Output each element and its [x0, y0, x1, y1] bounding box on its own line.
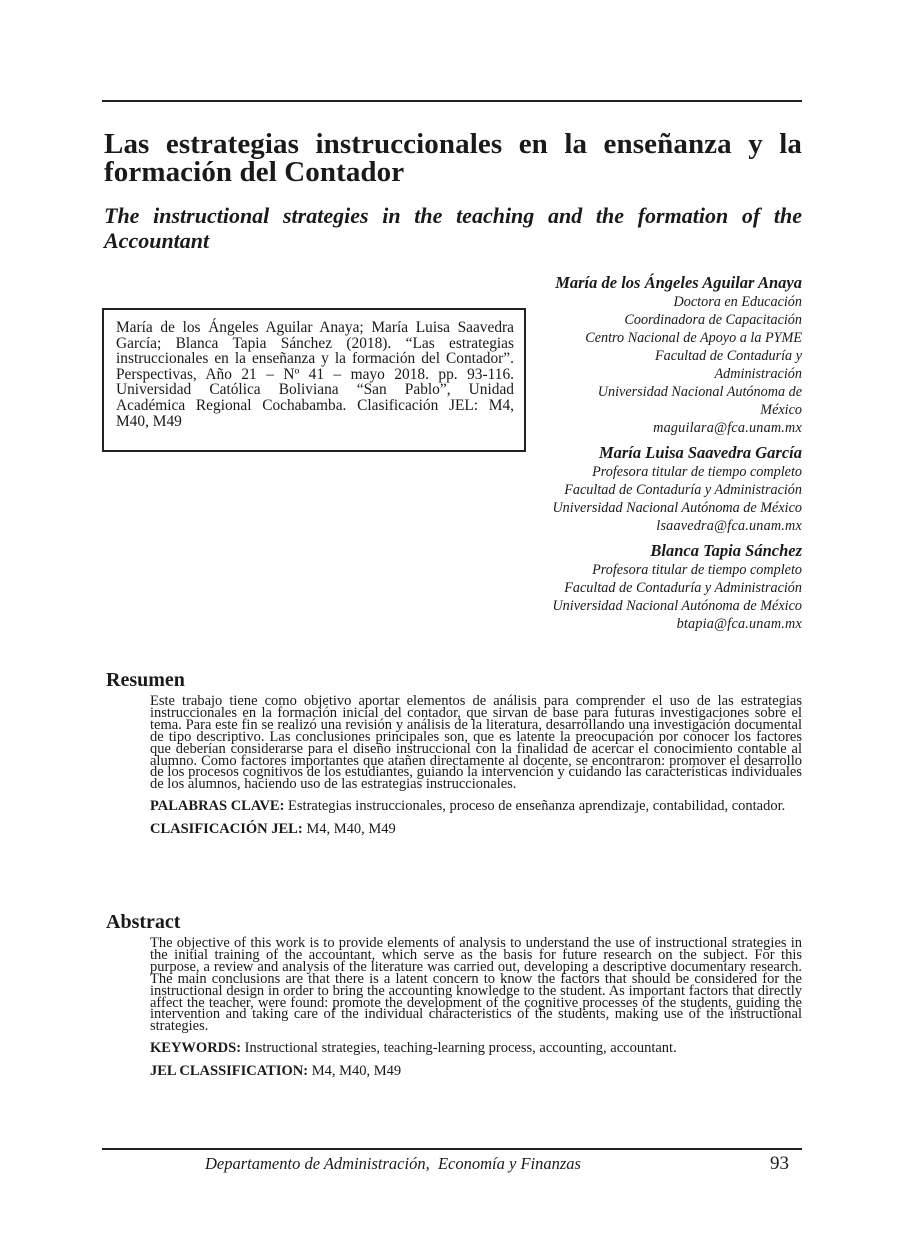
- author-name: Blanca Tapia Sánchez: [650, 541, 802, 560]
- footer-department: Departamento de Administración, Economía y Finanzas: [205, 1154, 581, 1173]
- author-name: María de los Ángeles Aguilar Anaya: [555, 273, 802, 292]
- author-block: [472, 273, 802, 437]
- author-affiliation: Administración: [714, 366, 802, 382]
- jel-value: M4, M40, M49: [306, 820, 396, 837]
- abstract-text: The objective of this work is to provide elements of analysis to understand the use of instructional strategies in the initial training of the accountant, which serve as the basis for future research on the subject. For this purpose, a review and analysis of the literature was carried out, developing a descriptive documentary research. The main conclusions are that there is a latent concern to know the factors that should be considered for the instructional design in order to bring the accounting knowledge to the student. As important factors that directly affect the teacher, were found: promote the development of the cognitive processes of the students, guiding the intervention and taking care of the individual characteristics of the students, making use of the instructional strategies.: [150, 935, 802, 1035]
- author-email: btapia@fca.unam.mx: [676, 616, 802, 632]
- author-affiliation: Facultad de Contaduría y: [655, 348, 802, 364]
- resumen-jel: [150, 822, 802, 837]
- resumen-keywords: [150, 799, 802, 814]
- author-affiliation: Facultad de Contaduría y Administración: [564, 580, 802, 596]
- abstract-section: [150, 935, 802, 1079]
- article-title: Las estrategias instruccionales en la enseñanza y la formación del Contador: [104, 128, 802, 188]
- keywords-value: Estrategias instruccionales, proceso de enseñanza aprendizaje, contabilidad, contador.: [288, 798, 786, 815]
- author-list: [472, 273, 802, 639]
- article-subtitle-english: The instructional strategies in the teaching and the formation of the Accountant: [104, 203, 802, 253]
- resumen-heading: Resumen: [106, 669, 185, 691]
- author-email: lsaavedra@fca.unam.mx: [656, 518, 802, 534]
- abstract-keywords: [150, 1041, 802, 1056]
- page-number: 93: [770, 1153, 789, 1174]
- author-affiliation: Facultad de Contaduría y Administración: [564, 482, 802, 498]
- abstract-jel: [150, 1064, 802, 1079]
- author-affiliation: Coordinadora de Capacitación: [624, 312, 802, 328]
- author-affiliation: Centro Nacional de Apoyo a la PYME: [585, 330, 802, 346]
- keywords-value: Instructional strategies, teaching-learning process, accounting, accountant.: [244, 1040, 677, 1057]
- author-affiliation: Profesora titular de tiempo completo: [592, 464, 802, 480]
- jel-label: CLASIFICACIÓN JEL:: [150, 820, 303, 837]
- resumen-text: Este trabajo tiene como objetivo aportar elementos de análisis para comprender el uso de las estrategias instruccionales en la formación inicial del contador, que sirvan de base para futuras investigaciones sobre el tema. Para este fin se realizó una revisión y análisis de la literatura, desarrollando una investigación documental de tipo descriptivo. Las conclusiones principales son, que es latente la preocupación por conocer los factores que deberían considerarse para el diseño instruccional con la finalidad de acercar el conocimiento contable al alumno. Como factores importantes que atañen directamente al docente, se encontraron: promover el desarrollo de los procesos cognitivos de los estudiantes, guiando la intervención y cuidando las características individuales de los alumnos, haciendo uso de las estrategias instruccionales.: [150, 693, 802, 793]
- abstract-heading: Abstract: [106, 911, 181, 933]
- author-name: María Luisa Saavedra García: [598, 443, 802, 462]
- keywords-label: KEYWORDS:: [150, 1040, 242, 1057]
- keywords-label: PALABRAS CLAVE:: [150, 798, 285, 815]
- author-affiliation: México: [760, 402, 802, 418]
- author-email: maguilara@fca.unam.mx: [653, 420, 802, 436]
- jel-label: JEL CLASSIFICATION:: [150, 1062, 309, 1079]
- author-affiliation: Universidad Nacional Autónoma de: [597, 384, 802, 400]
- author-affiliation: Universidad Nacional Autónoma de México: [552, 500, 802, 516]
- author-affiliation: Profesora titular de tiempo completo: [592, 562, 802, 578]
- author-affiliation: Universidad Nacional Autónoma de México: [552, 598, 802, 614]
- top-rule: [102, 100, 802, 102]
- author-block: [472, 541, 802, 633]
- resumen-section: [150, 693, 802, 837]
- footer-rule: [102, 1148, 802, 1150]
- jel-value: M4, M40, M49: [311, 1062, 402, 1079]
- author-affiliation: Doctora en Educación: [673, 294, 802, 310]
- citation-box: María de los Ángeles Aguilar Anaya; María Luisa Saavedra García; Blanca Tapia Sánchez (2018). “Las estrategias instruccionales en la enseñanza y la formación del Contador”. Perspectivas, Año 21 – Nº 41 – mayo 2018. pp. 93-116. Universidad Católica Boliviana “San Pablo”, Unidad Académica Regional Cochabamba. Clasificación JEL: M4, M40, M49: [102, 308, 526, 452]
- author-block: [472, 443, 802, 535]
